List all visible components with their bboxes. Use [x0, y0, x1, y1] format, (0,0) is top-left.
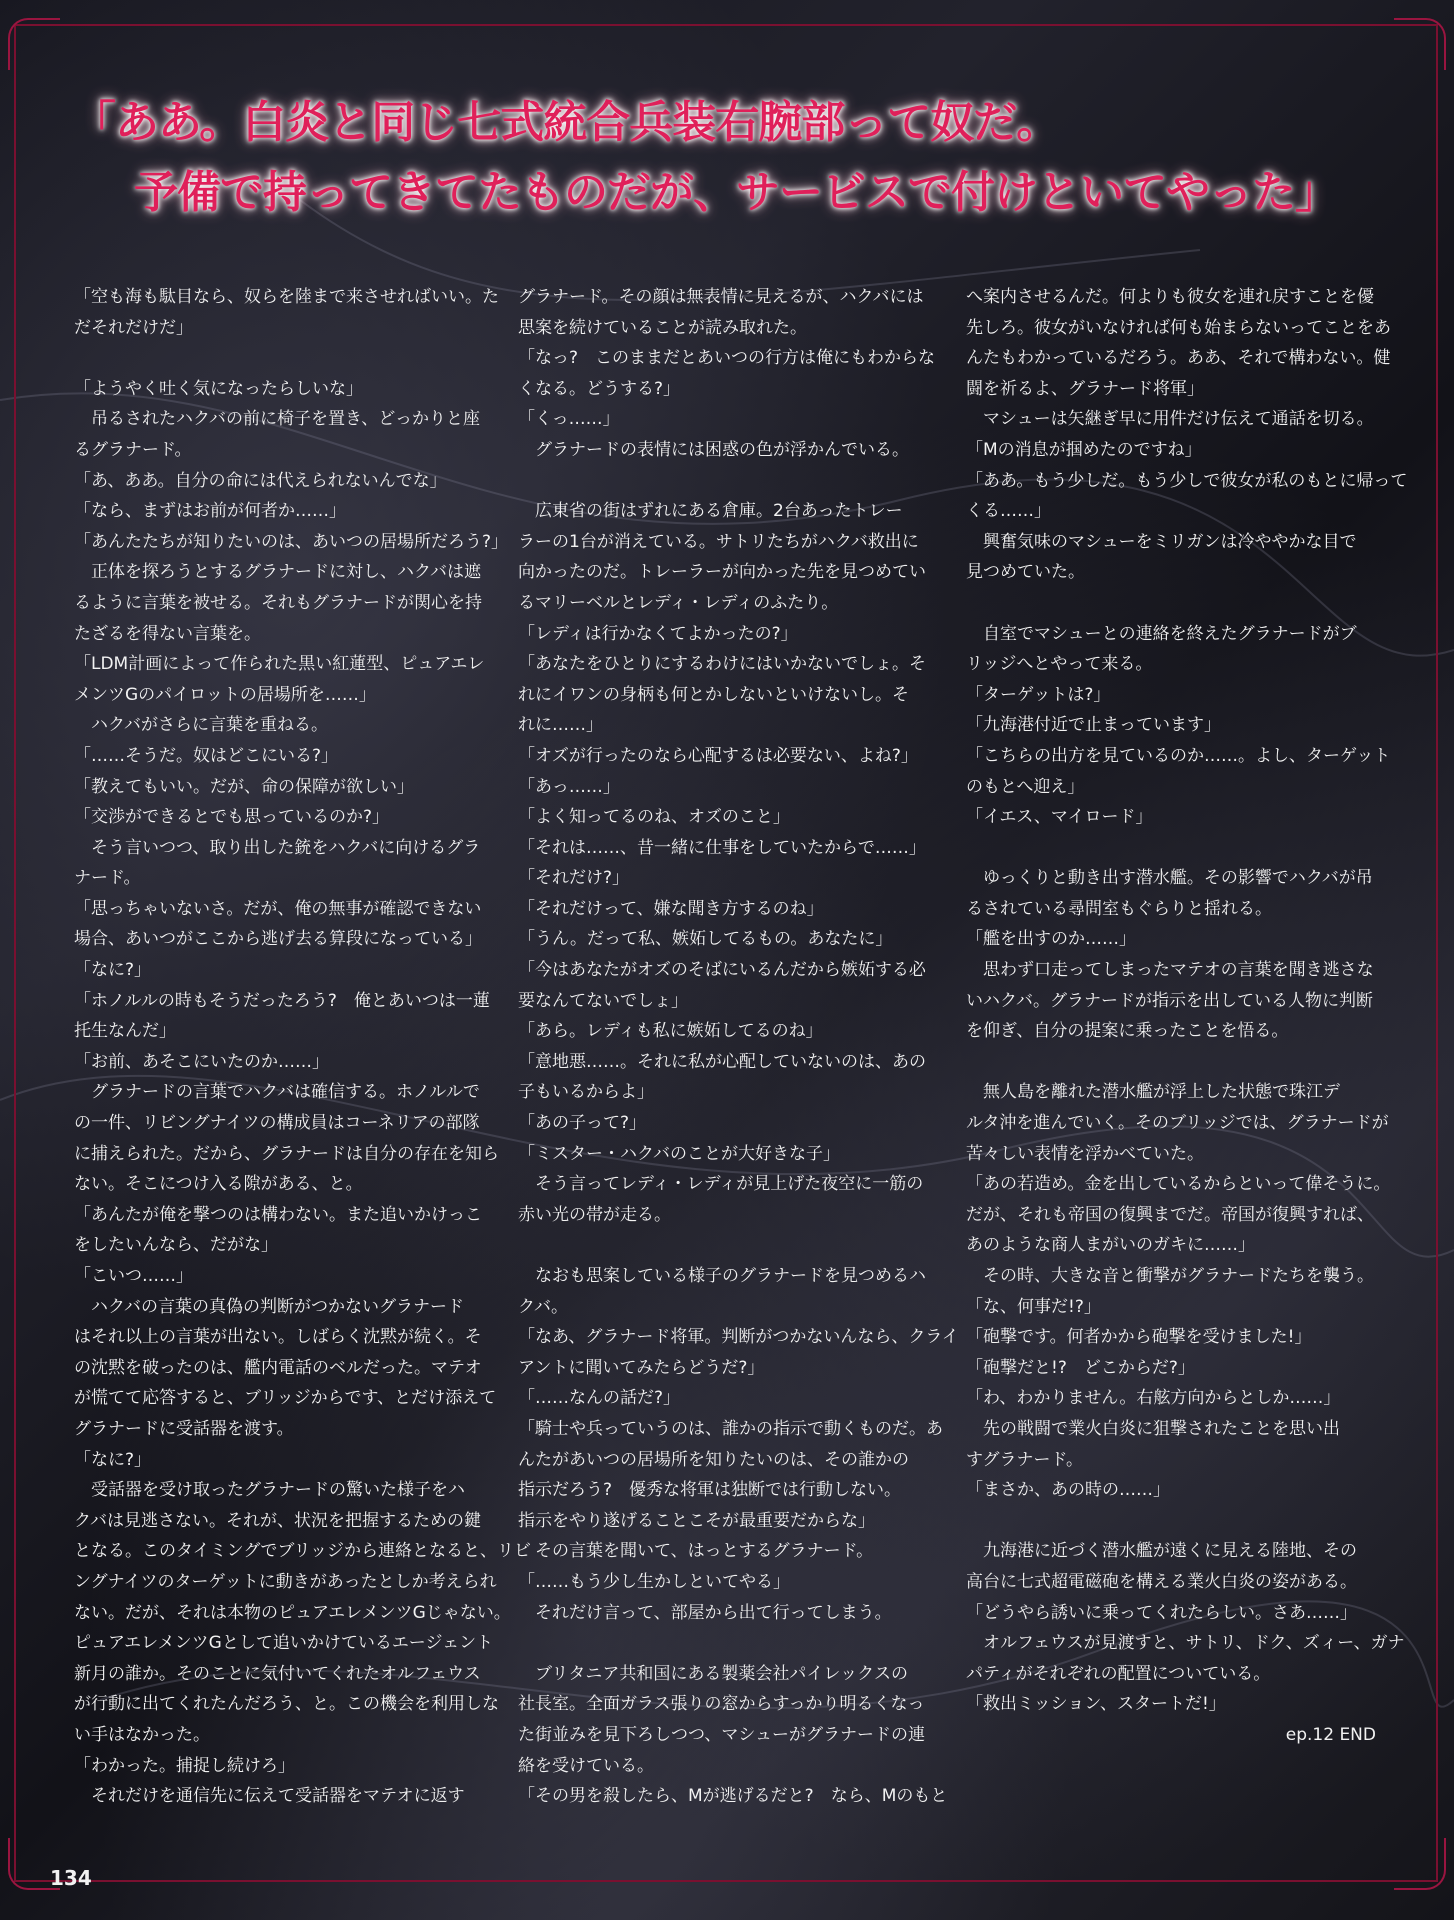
text-line: れに……」	[518, 715, 603, 736]
text-line: それだけ言って、部屋から出て行ってしまう。	[518, 1602, 892, 1623]
text-line: 絡を受けている。	[518, 1755, 654, 1776]
corner-ornament	[8, 18, 60, 70]
text-column-2	[518, 282, 959, 1812]
text-line: 「こちらの出方を見ているのか……。よし、ターゲット	[966, 745, 1391, 766]
text-line: 見つめていた。	[966, 562, 1085, 583]
text-line: 「こいつ……」	[74, 1266, 193, 1286]
text-line: 「ミスター・ハクバのことが大好きな子」	[518, 1143, 840, 1164]
text-line: 「イエス、マイロード」	[966, 807, 1153, 828]
text-line: パティがそれぞれの配置についている。	[966, 1663, 1271, 1684]
text-line: るグラナード。	[74, 439, 192, 460]
text-line: 「あっ……」	[518, 776, 620, 797]
text-line: 高台に七式超電磁砲を構える業火白炎の姿がある。	[966, 1571, 1357, 1592]
text-line: 「ホノルルの時もそうだったろう? 俺とあいつは一蓮	[74, 990, 490, 1011]
text-line: 「今はあなたがオズのそばにいるんだから嫉妬する必	[518, 960, 926, 981]
text-line: 「Mの消息が掴めたのですね」	[966, 439, 1202, 460]
text-line: グラナードの言葉でハクバは確信する。ホノルルで	[74, 1082, 480, 1103]
text-line: グラナード。その顔は無表情に見えるが、ハクバには	[518, 287, 924, 307]
text-line: 「な、何事だ!?」	[966, 1296, 1101, 1317]
text-line	[74, 343, 494, 374]
text-line	[518, 1230, 938, 1261]
text-line: るされている尋問室もぐらりと揺れる。	[966, 898, 1272, 919]
text-line: 「それは……、昔一緒に仕事をしていたからで……」	[518, 837, 926, 858]
text-line: となる。このタイミングでブリッジから連絡となると、リビ	[74, 1541, 531, 1562]
headline-line: 「ああ。白炎と同じ七式統合兵装右腕部って奴だ。	[72, 97, 1060, 148]
text-line: 広東省の街はずれにある倉庫。2台あったトレー	[518, 501, 903, 522]
text-line: その言葉を聞いて、はっとするグラナード。	[518, 1541, 874, 1562]
text-line	[518, 1628, 938, 1659]
text-line: 指示をやり遂げることこそが最重要だからな」	[518, 1510, 875, 1531]
text-line: それだけを通信先に伝えて受話器をマテオに返す	[74, 1786, 465, 1807]
text-line: 「レディは行かなくてよかったの?」	[518, 623, 798, 644]
page-number: 134	[50, 1866, 92, 1890]
text-line: 「あんたが俺を撃つのは構わない。また追いかけっこ	[74, 1204, 482, 1225]
text-line: 赤い光の帯が走る。	[518, 1204, 671, 1225]
text-line: ラーの1台が消えている。サトリたちがハクバ救出に	[518, 531, 919, 552]
text-line: が行動に出てくれたんだろう、と。この機会を利用しな	[74, 1694, 499, 1715]
text-line: ハクバがさらに言葉を重ねる。	[74, 715, 328, 736]
text-line: 闘を祈るよ、グラナード将軍」	[966, 378, 1204, 399]
text-line: 「それだけ?」	[518, 868, 630, 889]
text-line	[966, 588, 1386, 619]
text-line: 「どうやら誘いに乗ってくれたらしい。さあ……」	[966, 1602, 1357, 1623]
text-line: 「あなたをひとりにするわけにはいかないでしょ。そ	[518, 654, 926, 675]
episode-end-mark: ep.12 END	[1285, 1724, 1376, 1745]
text-line: へ案内させるんだ。何よりも彼女を連れ戻すことを優	[966, 287, 1374, 307]
text-line: いハクバ。グラナードが指示を出している人物に判断	[966, 990, 1373, 1011]
text-line: 「あ、ああ。自分の命には代えられないんでな」	[74, 470, 447, 491]
text-line: た街並みを見下ろしつつ、マシューがグラナードの連	[518, 1724, 925, 1745]
text-line: 「ああ。もう少しだ。もう少しで彼女が私のもとに帰って	[966, 470, 1408, 491]
text-line: 「騎士や兵っていうのは、誰かの指示で動くものだ。あ	[518, 1418, 943, 1439]
text-line: ルタ沖を進んでいく。そのブリッジでは、グラナードが	[966, 1113, 1389, 1134]
text-line: 正体を探ろうとするグラナードに対し、ハクバは遮	[74, 562, 481, 583]
text-line: 「お前、あそこにいたのか……」	[74, 1051, 329, 1072]
text-line: 「あの子って?」	[518, 1113, 647, 1134]
text-line: 「あんたたちが知りたいのは、あいつの居場所だろう?」	[74, 531, 509, 552]
text-line: オルフェウスが見渡すと、サトリ、ドク、ズィー、ガナ	[966, 1633, 1405, 1654]
text-line: なおも思案している様子のグラナードを見つめるハ	[518, 1266, 926, 1286]
text-line: 自室でマシューとの連絡を終えたグラナードがブ	[966, 623, 1357, 644]
text-line: マシューは矢継ぎ早に用件だけ伝えて通話を切る。	[966, 409, 1374, 430]
corner-ornament	[1394, 1838, 1446, 1890]
text-line: ブリタニア共和国にある製薬会社パイレックスの	[518, 1663, 908, 1684]
text-line: 「なら、まずはお前が何者か……」	[74, 501, 346, 522]
text-line: 子もいるからよ」	[518, 1082, 654, 1103]
text-line: たざるを得ない言葉を。	[74, 623, 261, 644]
text-line: をしたいんなら、だがな」	[74, 1235, 278, 1256]
text-line: クバ。	[518, 1296, 568, 1317]
text-line: 思案を続けていることが読み取れた。	[518, 317, 807, 338]
text-line: だそれだけだ」	[74, 317, 193, 338]
text-line	[518, 466, 938, 497]
text-line: クバは見逃さない。それが、状況を把握するための鍵	[74, 1510, 481, 1531]
text-line: 「救出ミッション、スタートだ!」	[966, 1694, 1226, 1715]
text-line: 向かったのだ。トレーラーが向かった先を見つめてい	[518, 562, 926, 583]
text-line: 「……なんの話だ?」	[518, 1388, 681, 1409]
text-line: 「意地悪……。それに私が心配していないのは、あの	[518, 1051, 926, 1072]
text-line: 「まさか、あの時の……」	[966, 1480, 1170, 1501]
text-line	[966, 1506, 1386, 1537]
text-line: 「なに?」	[74, 960, 152, 981]
text-line: 「その男を殺したら、Mが逃げるだと? なら、Mのもと	[518, 1786, 948, 1807]
text-line: はそれ以上の言葉が出ない。しばらく沈黙が続く。そ	[74, 1327, 482, 1348]
text-line: 「オズが行ったのなら心配するは必要ない、よね?」	[518, 745, 918, 766]
text-line: 先しろ。彼女がいなければ何も始まらないってことをあ	[966, 317, 1391, 338]
text-line: ピュアエレメンツGとして追いかけているエージェント	[74, 1633, 494, 1654]
headline	[72, 88, 1402, 228]
text-line: 「思っちゃいないさ。だが、俺の無事が確認できない	[74, 898, 482, 919]
corner-ornament	[1394, 18, 1446, 70]
text-line: 「空も海も駄目なら、奴らを陸まで来させればいい。た	[74, 287, 499, 307]
text-line: 場合、あいつがここから逃げ去る算段になっている」	[74, 929, 482, 950]
text-line	[966, 833, 1386, 864]
text-line: 吊るされたハクバの前に椅子を置き、どっかりと座	[74, 409, 480, 430]
text-line: 「なっ? このままだとあいつの行方は俺にもわからな	[518, 348, 936, 369]
text-line: 「LDM計画によって作られた黒い紅蓮型、ピュアエレ	[74, 654, 485, 675]
text-column-3	[966, 282, 1408, 1751]
text-line: んたもわかっているだろう。ああ、それで構わない。健	[966, 348, 1391, 369]
text-line: 「わかった。捕捉し続けろ」	[74, 1755, 295, 1776]
text-line: グラナードに受話器を渡す。	[74, 1418, 294, 1439]
text-line: 「わ、わかりません。右舷方向からとしか……」	[966, 1388, 1341, 1409]
text-line: 「なあ、グラナード将軍。判断がつかないんなら、クライ	[518, 1327, 959, 1348]
text-line: 「……もう少し生かしといてやる」	[518, 1571, 790, 1592]
text-line: 「よく知ってるのね、オズのこと」	[518, 807, 790, 828]
text-line: 「砲撃だと!? どこからだ?」	[966, 1357, 1195, 1378]
text-line: 「ターゲットは?」	[966, 684, 1111, 705]
text-line: 「教えてもいい。だが、命の保障が欲しい」	[74, 776, 414, 797]
text-line: 「あの若造め。金を出しているからといって偉そうに。	[966, 1174, 1391, 1195]
text-line: 「あら。レディも私に嫉妬してるのね」	[518, 1021, 823, 1042]
text-line: れにイワンの身柄も何とかしないといけないし。そ	[518, 684, 909, 705]
text-line: 苦々しい表情を浮かべていた。	[966, 1143, 1204, 1164]
text-line: が慌てて応答すると、ブリッジからです、とだけ添えて	[74, 1388, 497, 1409]
text-line: に捕えられた。だから、グラナードは自分の存在を知ら	[74, 1143, 499, 1164]
text-line: 先の戦闘で業火白炎に狙撃されたことを思い出	[966, 1418, 1340, 1439]
text-line: その時、大きな音と衝撃がグラナードたちを襲う。	[966, 1266, 1374, 1286]
text-line: 新月の誰か。そのことに気付いてくれたオルフェウス	[74, 1663, 481, 1684]
text-line: 「なに?」	[74, 1449, 152, 1470]
text-line: ない。そこにつけ入る隙がある、と。	[74, 1174, 363, 1195]
text-line: 「うん。だって私、嫉妬してるもの。あなたに」	[518, 929, 893, 950]
text-line: の一件、リビングナイツの構成員はコーネリアの部隊	[74, 1113, 480, 1134]
text-line: 「それだけって、嫌な聞き方するのね」	[518, 898, 824, 919]
text-line: 「くっ……」	[518, 409, 620, 430]
text-line: 「……そうだ。奴はどこにいる?」	[74, 745, 339, 766]
text-line: の沈黙を破ったのは、艦内電話のベルだった。マテオ	[74, 1357, 482, 1378]
text-line: 社長室。全面ガラス張りの窓からすっかり明るくなっ	[518, 1694, 925, 1715]
text-line: ハクバの言葉の真偽の判断がつかないグラナード	[74, 1296, 464, 1317]
text-line: ない。だが、それは本物のピュアエレメンツGじゃない。	[74, 1602, 511, 1623]
text-line: 思わず口走ってしまったマテオの言葉を聞き逃さな	[966, 960, 1374, 981]
text-line: 「交渉ができるとでも思っているのか?」	[74, 807, 390, 828]
text-line: ゆっくりと動き出す潜水艦。その影響でハクバが吊	[966, 868, 1373, 889]
text-line: るように言葉を被せる。それもグラナードが関心を持	[74, 592, 482, 613]
headline-line: 予備で持ってきてたものだが、サービスで付けといてやった」	[134, 167, 1338, 218]
text-line: を仰ぎ、自分の提案に乗ったことを悟る。	[966, 1021, 1289, 1042]
text-line: そう言ってレディ・レディが見上げた夜空に一筋の	[518, 1174, 924, 1195]
text-line: リッジへとやって来る。	[966, 654, 1153, 675]
text-line: くなる。どうする?」	[518, 378, 681, 399]
text-line: だが、それも帝国の復興までだ。帝国が復興すれば、	[966, 1204, 1374, 1225]
text-line: 受話器を受け取ったグラナードの驚いた様子をハ	[74, 1480, 465, 1501]
text-line: 「砲撃です。何者かから砲撃を受けました!」	[966, 1327, 1312, 1348]
text-line: 「艦を出すのか……」	[966, 929, 1136, 950]
text-line: そう言いつつ、取り出した銃をハクバに向けるグラ	[74, 837, 481, 858]
text-line: るマリーベルとレディ・レディのふたり。	[518, 592, 839, 613]
text-line: 「ようやく吐く気になったらしいな」	[74, 378, 363, 399]
text-line: んたがあいつの居場所を知りたいのは、その誰かの	[518, 1449, 909, 1470]
text-line: 要なんてないでしょ」	[518, 990, 688, 1011]
text-line: 托生なんだ」	[74, 1021, 176, 1042]
text-line: のもとへ迎え」	[966, 776, 1085, 797]
text-line: あのような商人まがいのガキに……」	[966, 1235, 1255, 1256]
text-line: 九海港に近づく潜水艦が遠くに見える陸地、その	[966, 1541, 1357, 1562]
text-line: くる……」	[966, 501, 1051, 522]
text-line: 指示だろう? 優秀な将軍は独断では行動しない。	[518, 1480, 902, 1501]
text-line: アントに聞いてみたらどうだ?」	[518, 1357, 765, 1378]
text-line: メンツGのパイロットの居場所を……」	[74, 684, 376, 705]
text-line: 興奮気味のマシューをミリガンは冷ややかな目で	[966, 531, 1357, 552]
text-line: すグラナード。	[966, 1449, 1083, 1470]
text-line: ングナイツのターゲットに動きがあったとしか考えられ	[74, 1571, 497, 1592]
text-line	[966, 1047, 1386, 1078]
text-column-1	[74, 282, 531, 1812]
text-line: 無人島を離れた潜水艦が浮上した状態で珠江デ	[966, 1082, 1340, 1103]
text-line: グラナードの表情には困惑の色が浮かんでいる。	[518, 439, 909, 460]
text-line: 「九海港付近で止まっています」	[966, 715, 1221, 736]
text-line: ナード。	[74, 868, 141, 889]
text-line: い手はなかった。	[74, 1724, 210, 1745]
